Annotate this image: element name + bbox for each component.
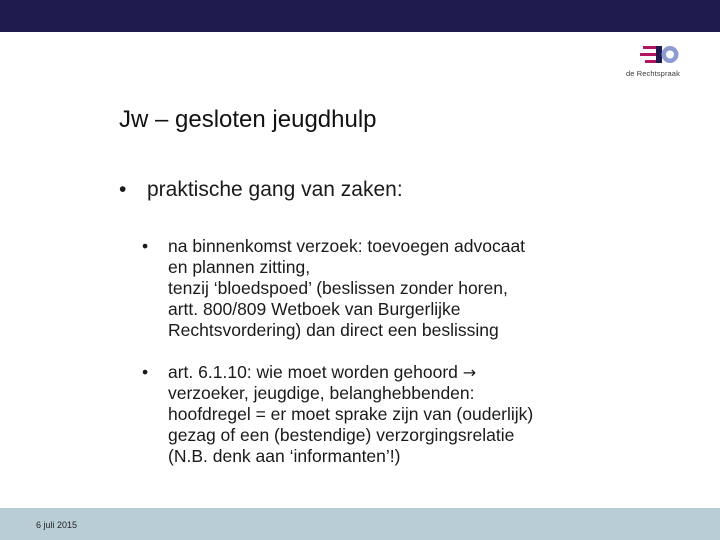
logo-text: de Rechtspraak (626, 69, 680, 78)
rechtspraak-logo-icon (640, 44, 680, 66)
sub-bullet-1-line-2: en plannen zitting, (168, 257, 311, 277)
rechtspraak-logo (626, 44, 692, 80)
bullet-marker: • (142, 236, 149, 256)
sub-bullet-2-line-2: verzoeker, jeugdige, belanghebbenden: (168, 383, 475, 403)
sub-bullet-2-line-1-text: art. 6.1.10: wie moet worden gehoord (168, 362, 458, 382)
sub-bullet-1-line-4: artt. 800/809 Wetboek van Burgerlijke (168, 299, 461, 319)
sub-bullet-1-line-1: na binnenkomst verzoek: toevoegen advocaat (168, 236, 526, 256)
sub-bullet-1-line-5: Rechtsvordering) dan direct een beslissing (168, 320, 499, 340)
footer-date: 6 juli 2015 (36, 520, 78, 530)
footer-bar (0, 508, 720, 540)
sub-bullet-2-line-4: gezag of een (bestendige) verzorgingsrelatie (168, 425, 515, 445)
sub-bullet-2-line-3: hoofdregel = er moet sprake zijn van (ouderlijk) (168, 404, 534, 424)
arrow-right-icon: → (462, 363, 477, 382)
bullet-text: praktische gang van zaken: (147, 178, 403, 201)
sub-bullet-2-line-1 (168, 362, 533, 383)
slide-title: Jw – gesloten jeugdhulp (119, 106, 377, 133)
bullet-level1 (119, 178, 403, 202)
sub-bullet-2-line-5: (N.B. denk aan ‘informanten’!) (168, 446, 401, 466)
sub-bullet-1-line-3: tenzij ‘bloedspoed’ (beslissen zonder horen, (168, 278, 508, 298)
bullet-marker: • (119, 178, 127, 201)
header-bar (0, 0, 720, 32)
bullet-marker: • (142, 362, 149, 382)
